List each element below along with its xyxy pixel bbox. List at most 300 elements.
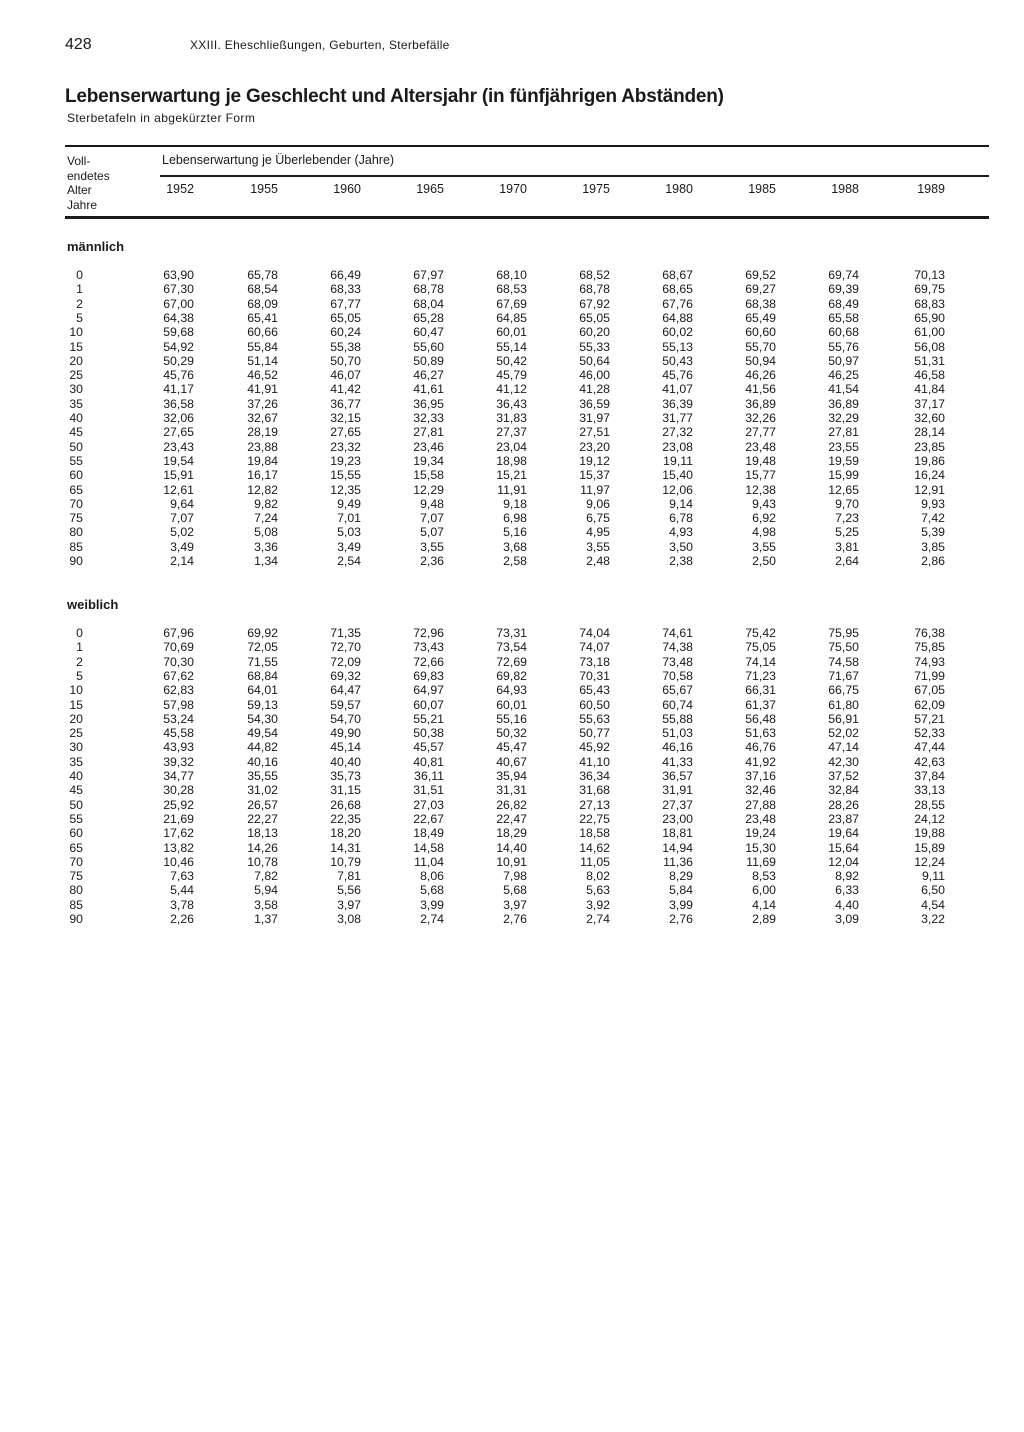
value-cell: 36,58: [163, 396, 194, 411]
value-cell: 2,48: [586, 554, 610, 568]
value-cell: 15,89: [914, 840, 945, 855]
value-cell: 32,60: [914, 411, 945, 425]
value-cell: 12,91: [914, 482, 945, 497]
value-cell: 62,09: [914, 697, 945, 712]
year-column-header: 1952: [166, 182, 194, 196]
value-cell: 74,93: [914, 654, 945, 669]
value-cell: 74,07: [579, 640, 610, 655]
table-row: [0, 497, 1024, 511]
section-label: weiblich: [67, 597, 119, 612]
value-cell: 69,75: [914, 282, 945, 297]
value-cell: 64,93: [496, 683, 527, 698]
value-cell: 7,82: [254, 869, 278, 884]
table-row: [0, 812, 1024, 826]
value-cell: 59,57: [330, 697, 361, 712]
value-cell: 26,68: [330, 797, 361, 812]
age-cell: 5: [76, 668, 83, 683]
value-cell: 23,48: [745, 439, 776, 454]
value-cell: 71,35: [330, 626, 361, 640]
value-cell: 36,57: [662, 769, 693, 783]
table-row: [0, 425, 1024, 439]
value-cell: 74,14: [745, 654, 776, 669]
value-cell: 55,16: [496, 711, 527, 726]
value-cell: 40,81: [413, 754, 444, 769]
value-cell: 14,94: [662, 840, 693, 855]
year-column-header: 1980: [665, 182, 693, 196]
value-cell: 18,49: [413, 826, 444, 841]
value-cell: 76,38: [914, 626, 945, 640]
value-cell: 15,55: [330, 468, 361, 483]
value-cell: 23,48: [745, 811, 776, 826]
value-cell: 53,24: [163, 711, 194, 726]
value-cell: 31,51: [413, 783, 444, 798]
value-cell: 50,89: [413, 353, 444, 368]
value-cell: 47,14: [828, 740, 859, 755]
value-cell: 69,39: [828, 282, 859, 297]
value-cell: 23,55: [828, 439, 859, 454]
value-cell: 64,97: [413, 683, 444, 698]
age-cell: 45: [69, 425, 83, 440]
value-cell: 36,11: [414, 769, 444, 783]
value-cell: 3,97: [503, 897, 527, 912]
table-row: [0, 841, 1024, 855]
value-cell: 60,02: [662, 325, 693, 340]
value-cell: 15,21: [496, 468, 527, 483]
value-cell: 46,27: [413, 368, 444, 383]
value-cell: 3,97: [337, 897, 361, 912]
value-cell: 55,21: [413, 711, 444, 726]
value-cell: 3,50: [669, 539, 693, 554]
value-cell: 59,68: [163, 325, 194, 340]
year-column-header: 1989: [917, 182, 945, 196]
value-cell: 46,52: [247, 368, 278, 383]
value-cell: 12,65: [828, 482, 859, 497]
value-cell: 25,92: [163, 797, 194, 812]
table-row: [0, 297, 1024, 311]
value-cell: 67,00: [163, 296, 194, 311]
value-cell: 64,88: [662, 310, 693, 325]
value-cell: 50,38: [413, 726, 444, 741]
age-cell: 30: [69, 740, 83, 755]
age-cell: 45: [69, 783, 83, 798]
value-cell: 73,18: [579, 654, 610, 669]
value-cell: 7,63: [170, 869, 194, 884]
value-cell: 23,43: [163, 439, 194, 454]
value-cell: 46,16: [662, 740, 693, 755]
value-cell: 67,05: [914, 683, 945, 698]
value-cell: 2,38: [669, 554, 693, 568]
value-cell: 5,16: [503, 525, 527, 540]
value-cell: 50,70: [330, 353, 361, 368]
value-cell: 1,34: [254, 554, 278, 568]
value-cell: 50,77: [579, 726, 610, 741]
value-cell: 69,82: [496, 668, 527, 683]
value-cell: 32,67: [247, 411, 278, 425]
value-cell: 50,64: [579, 353, 610, 368]
value-cell: 60,74: [662, 697, 693, 712]
age-cell: 40: [69, 769, 83, 783]
value-cell: 40,16: [247, 754, 278, 769]
value-cell: 75,05: [745, 640, 776, 655]
value-cell: 69,74: [828, 268, 859, 282]
value-cell: 26,57: [247, 797, 278, 812]
value-cell: 32,29: [828, 411, 859, 425]
value-cell: 69,52: [745, 268, 776, 282]
value-cell: 12,61: [163, 482, 194, 497]
age-cell: 35: [69, 754, 83, 769]
value-cell: 51,03: [662, 726, 693, 741]
value-cell: 45,57: [413, 740, 444, 755]
value-cell: 67,76: [662, 296, 693, 311]
value-cell: 23,88: [247, 439, 278, 454]
value-cell: 74,58: [828, 654, 859, 669]
value-cell: 3,22: [921, 912, 945, 926]
value-cell: 46,25: [828, 368, 859, 383]
value-cell: 55,14: [496, 339, 527, 354]
value-cell: 55,33: [579, 339, 610, 354]
value-cell: 31,97: [579, 411, 610, 425]
value-cell: 64,85: [496, 310, 527, 325]
value-cell: 45,76: [163, 368, 194, 383]
value-cell: 2,14: [170, 554, 194, 568]
value-cell: 12,29: [413, 482, 444, 497]
value-cell: 4,40: [835, 897, 859, 912]
value-cell: 27,65: [163, 425, 194, 440]
age-cell: 40: [69, 411, 83, 425]
value-cell: 27,65: [330, 425, 361, 440]
age-cell: 25: [69, 726, 83, 741]
value-cell: 60,60: [745, 325, 776, 340]
value-cell: 6,00: [752, 883, 776, 898]
value-cell: 4,95: [586, 525, 610, 540]
stub-header-line: Jahre: [67, 197, 98, 212]
value-cell: 55,38: [330, 339, 361, 354]
value-cell: 15,58: [413, 468, 444, 483]
value-cell: 18,58: [579, 826, 610, 841]
value-cell: 56,91: [828, 711, 859, 726]
age-cell: 65: [69, 840, 83, 855]
value-cell: 42,30: [828, 754, 859, 769]
value-cell: 5,02: [170, 525, 194, 540]
value-cell: 60,68: [828, 325, 859, 340]
value-cell: 23,46: [413, 439, 444, 454]
value-cell: 12,24: [914, 854, 945, 869]
value-cell: 17,62: [163, 826, 194, 841]
stub-header-line: endetes: [67, 168, 110, 183]
age-cell: 20: [69, 353, 83, 368]
value-cell: 31,91: [662, 783, 693, 798]
value-cell: 14,26: [247, 840, 278, 855]
age-cell: 65: [69, 482, 83, 497]
table-row: [0, 869, 1024, 883]
value-cell: 65,28: [413, 310, 444, 325]
value-cell: 7,42: [921, 511, 945, 526]
value-cell: 8,92: [835, 869, 859, 884]
value-cell: 2,74: [420, 912, 444, 926]
value-cell: 12,04: [828, 854, 859, 869]
value-cell: 15,77: [745, 468, 776, 483]
value-cell: 68,10: [496, 268, 527, 282]
value-cell: 5,44: [170, 883, 194, 898]
value-cell: 2,54: [337, 554, 361, 568]
value-cell: 28,14: [914, 425, 945, 440]
value-cell: 3,55: [586, 539, 610, 554]
value-cell: 46,00: [579, 368, 610, 383]
value-cell: 3,81: [835, 539, 859, 554]
value-cell: 68,49: [828, 296, 859, 311]
value-cell: 31,02: [247, 783, 278, 798]
value-cell: 61,37: [745, 697, 776, 712]
value-cell: 28,26: [828, 797, 859, 812]
value-cell: 3,99: [420, 897, 444, 912]
value-cell: 72,66: [413, 654, 444, 669]
table-row: [0, 912, 1024, 926]
value-cell: 47,44: [914, 740, 945, 755]
chapter-heading: XXIII. Eheschließungen, Geburten, Sterbefälle: [190, 38, 450, 52]
table-row: [0, 826, 1024, 840]
value-cell: 67,62: [163, 668, 194, 683]
age-cell: 90: [69, 912, 83, 926]
table-row: [0, 783, 1024, 797]
value-cell: 50,94: [745, 353, 776, 368]
value-cell: 19,23: [330, 453, 361, 468]
value-cell: 10,79: [330, 854, 361, 869]
value-cell: 71,55: [247, 654, 278, 669]
value-cell: 51,14: [247, 353, 278, 368]
value-cell: 49,54: [247, 726, 278, 741]
value-cell: 7,01: [337, 511, 361, 526]
table-row: [0, 368, 1024, 382]
value-cell: 27,37: [662, 797, 693, 812]
age-cell: 10: [69, 325, 83, 340]
value-cell: 8,53: [752, 869, 776, 884]
value-cell: 8,06: [420, 869, 444, 884]
value-cell: 27,13: [579, 797, 610, 812]
value-cell: 7,81: [337, 869, 361, 884]
value-cell: 7,24: [254, 511, 278, 526]
value-cell: 19,84: [247, 453, 278, 468]
age-cell: 2: [76, 296, 83, 311]
value-cell: 9,93: [921, 496, 945, 511]
value-cell: 6,78: [669, 511, 693, 526]
value-cell: 75,85: [914, 640, 945, 655]
value-cell: 4,98: [752, 525, 776, 540]
value-cell: 45,14: [330, 740, 361, 755]
value-cell: 60,20: [579, 325, 610, 340]
value-cell: 6,98: [503, 511, 527, 526]
value-cell: 19,54: [163, 453, 194, 468]
value-cell: 56,48: [745, 711, 776, 726]
value-cell: 74,61: [662, 626, 693, 640]
value-cell: 40,40: [330, 754, 361, 769]
page-number: 428: [65, 36, 92, 53]
table-top-rule: [65, 145, 989, 147]
value-cell: 39,32: [163, 754, 194, 769]
value-cell: 9,49: [337, 496, 361, 511]
value-cell: 31,68: [579, 783, 610, 798]
value-cell: 62,83: [163, 683, 194, 698]
value-cell: 57,98: [163, 697, 194, 712]
value-cell: 7,23: [835, 511, 859, 526]
value-cell: 36,43: [496, 396, 527, 411]
value-cell: 52,33: [914, 726, 945, 741]
table-row: [0, 340, 1024, 354]
value-cell: 18,29: [496, 826, 527, 841]
value-cell: 27,51: [579, 425, 610, 440]
value-cell: 19,12: [579, 453, 610, 468]
value-cell: 59,13: [247, 697, 278, 712]
value-cell: 23,20: [579, 439, 610, 454]
value-cell: 36,89: [745, 396, 776, 411]
value-cell: 19,11: [663, 453, 693, 468]
value-cell: 46,58: [914, 368, 945, 383]
value-cell: 55,76: [828, 339, 859, 354]
value-cell: 2,86: [921, 554, 945, 568]
age-cell: 1: [76, 640, 83, 655]
year-column-header: 1988: [831, 182, 859, 196]
header-divider-rule: [160, 175, 989, 177]
value-cell: 6,33: [835, 883, 859, 898]
value-cell: 11,91: [497, 482, 527, 497]
value-cell: 72,69: [496, 654, 527, 669]
value-cell: 36,59: [579, 396, 610, 411]
value-cell: 69,83: [413, 668, 444, 683]
value-cell: 68,67: [662, 268, 693, 282]
value-cell: 31,77: [662, 411, 693, 425]
value-cell: 74,04: [579, 626, 610, 640]
value-cell: 15,40: [662, 468, 693, 483]
value-cell: 55,63: [579, 711, 610, 726]
value-cell: 27,32: [662, 425, 693, 440]
age-cell: 1: [76, 282, 83, 297]
value-cell: 64,01: [247, 683, 278, 698]
stub-header-line: Voll-: [67, 154, 91, 168]
value-cell: 71,67: [828, 668, 859, 683]
value-cell: 27,03: [413, 797, 444, 812]
age-cell: 35: [69, 396, 83, 411]
value-cell: 37,26: [247, 396, 278, 411]
value-cell: 75,95: [828, 626, 859, 640]
value-cell: 9,64: [170, 496, 194, 511]
year-column-header: 1960: [333, 182, 361, 196]
value-cell: 68,09: [247, 296, 278, 311]
value-cell: 61,80: [828, 697, 859, 712]
value-cell: 67,77: [330, 296, 361, 311]
value-cell: 73,43: [413, 640, 444, 655]
value-cell: 28,19: [247, 425, 278, 440]
year-column-header: 1965: [416, 182, 444, 196]
value-cell: 61,00: [914, 325, 945, 340]
value-cell: 23,08: [662, 439, 693, 454]
value-cell: 70,69: [163, 640, 194, 655]
value-cell: 37,52: [828, 769, 859, 783]
value-cell: 69,32: [330, 668, 361, 683]
value-cell: 14,58: [413, 840, 444, 855]
value-cell: 41,61: [413, 382, 444, 397]
table-row: [0, 483, 1024, 497]
value-cell: 54,30: [247, 711, 278, 726]
table-row: [0, 525, 1024, 539]
age-cell: 90: [69, 554, 83, 568]
value-cell: 34,77: [163, 769, 194, 783]
table-row: [0, 898, 1024, 912]
value-cell: 70,31: [579, 668, 610, 683]
value-cell: 9,18: [503, 496, 527, 511]
stub-header-line: Alter: [67, 183, 92, 197]
value-cell: 69,27: [745, 282, 776, 297]
value-cell: 27,88: [745, 797, 776, 812]
value-cell: 9,14: [669, 496, 693, 511]
value-cell: 63,90: [163, 268, 194, 282]
value-cell: 5,68: [420, 883, 444, 898]
value-cell: 5,25: [835, 525, 859, 540]
value-cell: 11,36: [663, 854, 693, 869]
table-title: Lebenserwartung je Geschlecht und Altersjahr (in fünfjährigen Abständen): [65, 86, 724, 107]
value-cell: 45,79: [496, 368, 527, 383]
value-cell: 41,07: [662, 382, 693, 397]
value-cell: 10,46: [163, 854, 194, 869]
value-cell: 70,13: [914, 268, 945, 282]
value-cell: 41,12: [496, 382, 527, 397]
value-cell: 67,92: [579, 296, 610, 311]
table-row: [0, 726, 1024, 740]
value-cell: 19,59: [828, 453, 859, 468]
value-cell: 60,01: [496, 697, 527, 712]
value-cell: 2,36: [420, 554, 444, 568]
value-cell: 31,83: [496, 411, 527, 425]
value-cell: 33,13: [914, 783, 945, 798]
value-cell: 68,83: [914, 296, 945, 311]
value-cell: 67,96: [163, 626, 194, 640]
value-cell: 32,33: [413, 411, 444, 425]
value-cell: 50,97: [828, 353, 859, 368]
value-cell: 2,89: [752, 912, 776, 926]
value-cell: 73,48: [662, 654, 693, 669]
value-cell: 64,47: [330, 683, 361, 698]
value-cell: 68,54: [247, 282, 278, 297]
value-cell: 68,04: [413, 296, 444, 311]
table-row: [0, 511, 1024, 525]
value-cell: 37,16: [745, 769, 776, 783]
value-cell: 9,06: [586, 496, 610, 511]
value-cell: 35,73: [330, 769, 361, 783]
value-cell: 22,75: [579, 811, 610, 826]
value-cell: 36,77: [330, 396, 361, 411]
age-cell: 60: [69, 826, 83, 841]
value-cell: 12,06: [662, 482, 693, 497]
value-cell: 32,84: [828, 783, 859, 798]
value-cell: 19,88: [914, 826, 945, 841]
age-cell: 10: [69, 683, 83, 698]
table-row: [0, 712, 1024, 726]
value-cell: 41,54: [828, 382, 859, 397]
value-cell: 16,17: [247, 468, 278, 483]
value-cell: 64,38: [163, 310, 194, 325]
value-cell: 23,85: [914, 439, 945, 454]
value-cell: 11,97: [580, 482, 610, 497]
value-cell: 32,26: [745, 411, 776, 425]
value-cell: 70,58: [662, 668, 693, 683]
age-cell: 0: [76, 268, 83, 282]
value-cell: 69,92: [247, 626, 278, 640]
value-cell: 72,70: [330, 640, 361, 655]
value-cell: 60,50: [579, 697, 610, 712]
value-cell: 4,54: [921, 897, 945, 912]
value-cell: 43,93: [163, 740, 194, 755]
header-bottom-rule: [65, 216, 989, 219]
value-cell: 27,77: [745, 425, 776, 440]
value-cell: 11,05: [580, 854, 610, 869]
